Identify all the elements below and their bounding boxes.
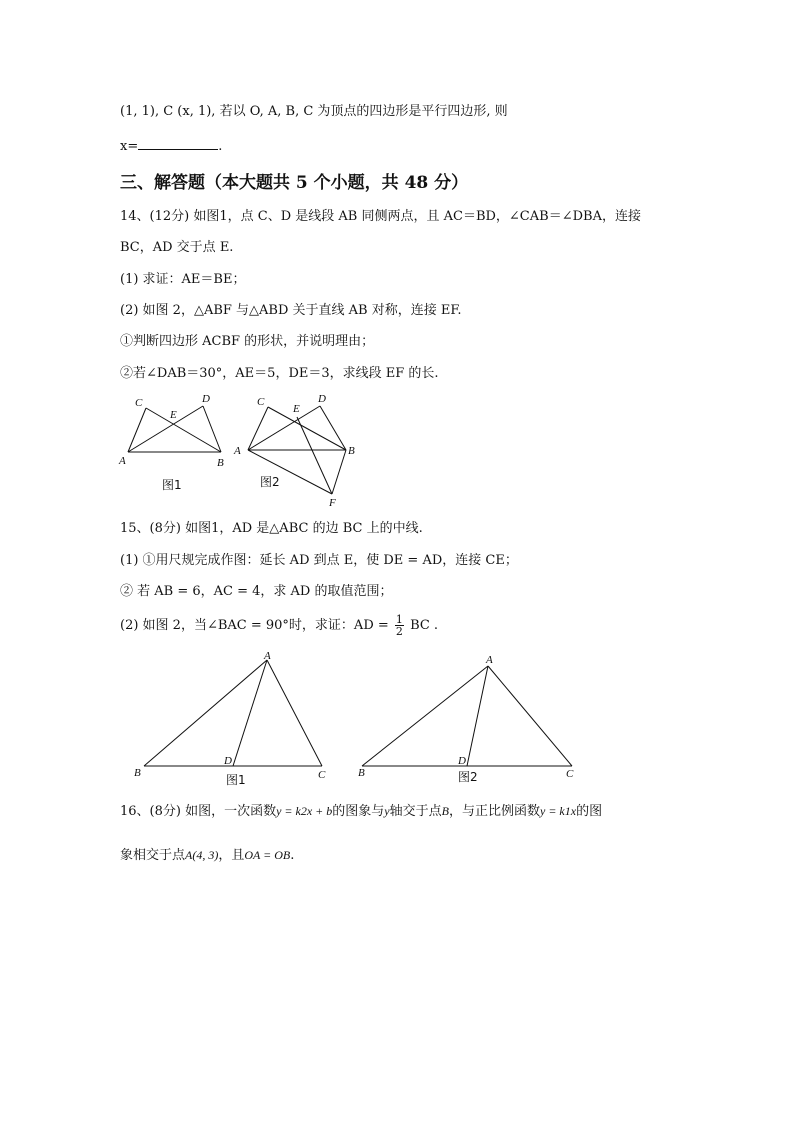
label-b: B [348, 445, 355, 457]
q15-figure1 [132, 650, 342, 790]
q15-line1: 15、(8分) 如图1，AD 是△ABC 的边 BC 上的中线. [120, 521, 423, 536]
segment-ac [488, 666, 572, 766]
label-e: E [293, 403, 300, 415]
question-13-answer-line [120, 137, 222, 156]
q16-text-g: ，且 [218, 848, 245, 863]
label-d: D [318, 393, 326, 405]
segment-ad [233, 660, 267, 766]
segment-ad [128, 406, 203, 452]
q16-text-d: ，与正比例函数 [448, 804, 540, 819]
label-a: A [486, 654, 493, 666]
point-b-symbol: B [441, 804, 449, 818]
figure-caption: 图2 [458, 770, 478, 784]
segment-ad [467, 666, 488, 766]
q16-line1 [120, 802, 602, 821]
segment-cb [146, 408, 221, 452]
segment-ab [362, 666, 488, 766]
q16-text-e: 的图 [576, 804, 603, 819]
q16-text-f: 象相交于点 [120, 848, 186, 863]
q16-line2 [120, 846, 294, 865]
label-b: B [217, 457, 224, 469]
q14-line1: 14、(12分) 如图1，点 C、D 是线段 AB 同侧两点，且 AC＝BD，∠CAB＝∠DBA，连接 [120, 209, 641, 224]
figure-caption: 图2 [260, 475, 280, 489]
segment-fb [332, 450, 346, 494]
q14-part1: (1) 求证：AE＝BE； [120, 272, 246, 287]
question-13-continuation: (1, 1), C (x, 1), 若以 O, A, B, C 为顶点的四边形是平行四边形, 则 [120, 104, 508, 119]
q16-intro: 16、(8分) 如图，一次函数 [120, 804, 277, 819]
answer-blank [138, 137, 218, 150]
q14-part2: (2) 如图 2，△ABF 与△ABD 关于直线 AB 对称，连接 EF. [120, 303, 462, 318]
fraction-denominator: 2 [395, 625, 403, 638]
label-d: D [224, 755, 232, 767]
label-b: B [358, 767, 365, 779]
answer-label: x= [120, 139, 139, 154]
label-c: C [257, 396, 265, 408]
label-c: C [318, 769, 326, 781]
label-f: F [329, 497, 336, 509]
segment-ab [144, 660, 267, 766]
q14-line2: BC，AD 交于点 E. [120, 240, 234, 255]
section-heading: 三、解答题（本大题共 5 个小题，共 48 分） [120, 173, 469, 193]
fraction-numerator: 1 [395, 613, 403, 626]
q15-figure2 [350, 650, 590, 790]
proportional-function: y = k1x [540, 804, 577, 818]
label-c: C [566, 768, 574, 780]
q14-sub2: ②若∠DAB＝30°，AE＝5，DE＝3，求线段 EF 的长. [120, 366, 439, 381]
figure-caption: 图1 [226, 773, 246, 787]
one-half-fraction [395, 614, 404, 637]
q16-text-c: 轴交于点 [389, 804, 442, 819]
segment-ef [297, 417, 332, 494]
oa-equals-ob: OA = OB [244, 848, 291, 862]
q15-part2 [120, 614, 438, 637]
q15-sub2: ② 若 AB = 6，AC = 4，求 AD 的取值范围； [120, 584, 393, 599]
label-a: A [234, 445, 241, 457]
q14-figure1 [118, 390, 238, 490]
label-c: C [135, 397, 143, 409]
label-d: D [202, 393, 210, 405]
q16-text-b: 的图象与 [332, 804, 385, 819]
figure-caption: 图1 [162, 478, 182, 492]
label-a: A [119, 455, 126, 467]
label-b: B [134, 767, 141, 779]
answer-period: . [218, 139, 223, 154]
y-axis-symbol: y [384, 804, 390, 818]
segment-db [203, 406, 221, 452]
q15-part2-suffix: BC . [410, 618, 439, 633]
q14-figure2 [230, 390, 370, 510]
q16-period: . [290, 848, 295, 863]
label-d: D [458, 755, 466, 767]
q15-part1: (1) ①用尺规完成作图：延长 AD 到点 E，使 DE = AD，连接 CE； [120, 553, 518, 568]
label-e: E [170, 409, 177, 421]
point-a-coordinates: A(4, 3) [185, 848, 219, 862]
label-a: A [264, 650, 271, 662]
segment-ac [128, 408, 146, 452]
segment-ac [267, 660, 322, 766]
linear-function: y = k2x + b [276, 804, 333, 818]
q14-sub1: ①判断四边形 ACBF 的形状，并说明理由； [120, 334, 375, 349]
q15-part2-text: (2) 如图 2，当∠BAC = 90°时，求证：AD = [120, 618, 389, 633]
